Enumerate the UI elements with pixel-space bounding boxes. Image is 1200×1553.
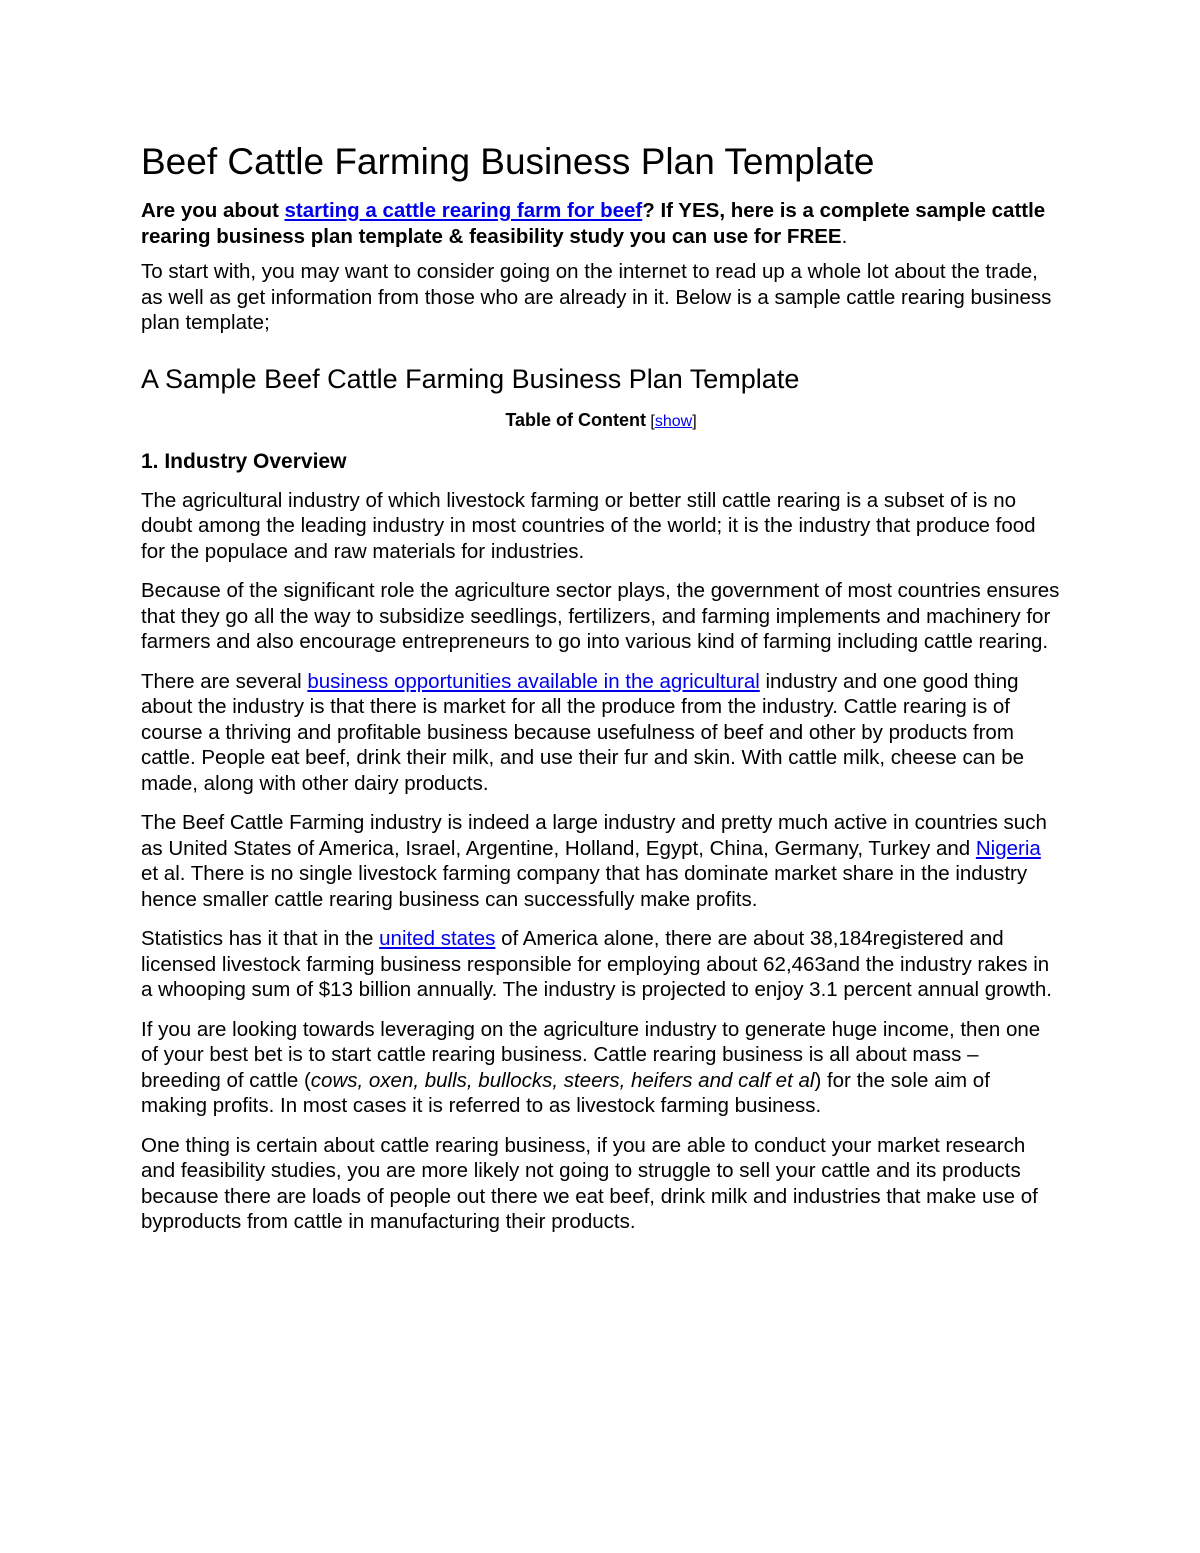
business-opportunities-link[interactable]: business opportunities available in the agricultural [307,669,760,693]
p5-suffix: of America alone, there are about 38,184registered and licensed livestock farming business responsible for employing about 62,463and the industry rakes in a whooping sum of $13 billion annually. The industry is projected to enjoy 3.1 percent annual growth. [141,927,1052,1001]
toc-close-bracket: ] [692,412,697,430]
toc-title: Table of Content [505,409,646,430]
p5-prefix: Statistics has it that in the [141,927,380,950]
page-title: Beef Cattle Farming Business Plan Template [141,141,875,182]
paragraph-industry-countries [141,810,1061,912]
starting-cattle-farm-link[interactable]: starting a cattle rearing farm for beef [284,199,643,222]
p4-prefix: The Beef Cattle Farming industry is indeed a large industry and pretty much active in countries such as United States of America, Israel, Argentine, Holland, Egypt, China, Germany, Turkey and [141,811,1047,860]
cattle-types-italic: cows, oxen, bulls, bullocks, steers, heifers and calf et al [310,1068,815,1092]
toc-open-bracket: [ [645,412,655,430]
p6-suffix: ) for the sole aim of making profits. In most cases it is referred to as livestock farming business. [141,1068,990,1117]
intro-suffix: ? If YES, here is a complete sample cattle rearing business plan template & feasibility study you can use for FREE [141,199,1046,248]
industry-overview-heading: 1. Industry Overview [141,449,347,473]
table-of-content [141,408,1061,434]
paragraph-agricultural-industry: The agricultural industry of which livestock farming or better still cattle rearing is a subset of is no doubt among the leading industry in most countries of the world; it is the industry that produce food for the populace and raw materials for industries. [141,488,1036,563]
toc-show-link[interactable]: show [654,412,693,430]
p3-prefix: There are several [141,669,308,693]
p6-prefix: If you are looking towards leveraging on the agriculture industry to generate huge income, then one of your best bet is to start cattle rearing business. Cattle rearing business is all about mass – breeding of cattle ( [141,1017,1041,1092]
nigeria-link[interactable]: Nigeria [975,836,1041,860]
intro-end: . [841,224,848,248]
intro-prefix: Are you about [141,199,285,222]
start-paragraph: To start with, you may want to consider going on the internet to read up a whole lot about the trade, as well as get information from those who are already in it. Below is a sample cattle rearing business plan template; [141,260,1052,334]
p3-suffix: industry and one good thing about the industry is that there is market for all the produce from the industry. Cattle rearing is of course a thriving and profitable business because usefulness of beef and other by products from cattle. People eat beef, drink their milk, and use their fur and skin. With cattle milk, cheese can be made, along with other dairy products. [141,669,1025,795]
paragraph-market-research: One thing is certain about cattle rearing business, if you are able to conduct your market research and feasibility studies, you are more likely not going to struggle to sell your cattle and its products because there are loads of people out there we eat beef, drink milk and industries that make use of byproducts from cattle in manufacturing their products. [141,1133,1038,1233]
intro-paragraph [141,198,1061,249]
sample-plan-heading: A Sample Beef Cattle Farming Business Plan Template [141,363,800,394]
document-body [141,140,1061,1249]
paragraph-leveraging [141,1017,1061,1119]
p4-suffix: et al. There is no single livestock farming company that has dominate market share in the industry hence smaller cattle rearing business can successfully make profits. [141,862,1028,911]
paragraph-statistics [141,926,1061,1003]
paragraph-business-opportunities [141,669,1061,797]
paragraph-government-role: Because of the significant role the agriculture sector plays, the government of most countries ensures that they go all the way to subsidize seedlings, fertilizers, and farming implements and machinery for farmers and also encourage entrepreneurs to go into various kind of farming including cattle rearing. [141,579,1060,653]
united-states-link[interactable]: united states [379,927,496,950]
